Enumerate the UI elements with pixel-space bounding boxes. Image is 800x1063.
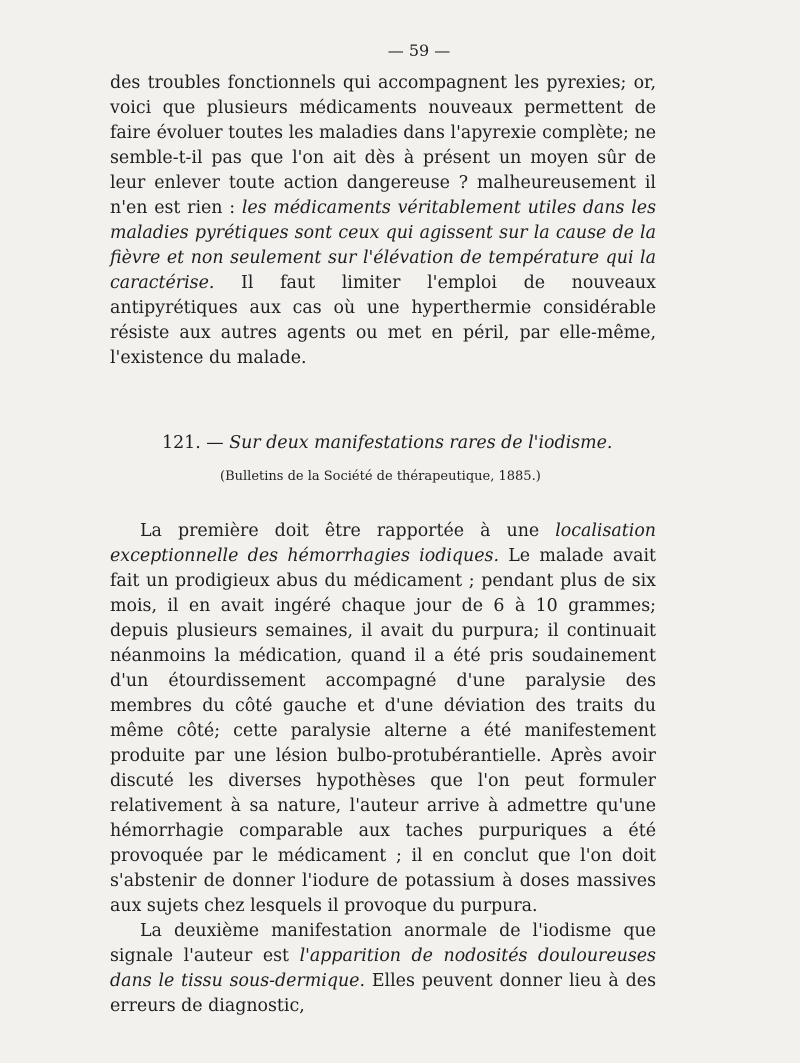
- document-page: [110, 38, 656, 1019]
- paragraph-italic-text: localisation exceptionnelle des hémorrhagies iodiques.: [110, 521, 656, 566]
- section-number: 121.: [162, 433, 201, 453]
- paragraph-text: des troubles fonctionnels qui accompagnent les pyrexies; or, voici que plusieurs médicaments nouveaux permettent de faire évoluer toutes les maladies dans l'apyrexie complète; ne semble-t-il pas que l'on ait dès à présent un moyen sûr de leur enlever toute action dangereuse ? malheureusement il n'en est rien :: [110, 73, 656, 218]
- paragraph-text: La première doit être rapportée à une: [140, 521, 556, 541]
- paragraph-text: Le malade avait fait un prodigieux abus du médicament ; pendant plus de six mois, il en avait ingéré chaque jour de 6 à 10 grammes; depuis plusieurs semaines, il avait du purpura; il continuait néanmoins la médication, quand il a été pris soudainement d'un étourdissement accompagné d'une paralysie des membres du côté gauche et d'une déviation des traits du même côté; cette paralysie alterne a été manifestement produite par une lésion bulbo-protubérantielle. Après avoir discuté les diverses hypothèses que l'on peut formuler relativement à sa nature, l'auteur arrive à admettre qu'une hémorrhagie comparable aux taches purpuriques a été provoquée par le médicament ; il en conclut que l'on doit s'abstenir de donner l'iodure de potassium à doses massives aux sujets chez lesquels il provoque du purpura.: [110, 546, 656, 916]
- paragraph-antipyretics: [110, 71, 656, 371]
- paragraph-italic-text: les médicaments véritablement utiles dans les maladies pyrétiques sont ceux qui agissent sur la cause de la fièvre et non seulement sur l'élévation de température qui la caractérise.: [110, 198, 656, 293]
- paragraph-text: La deuxième manifestation anormale de l'iodisme que signale l'auteur est: [110, 921, 656, 966]
- paragraph-first-manifestation: [110, 519, 656, 919]
- paragraph-text: Il faut limiter l'emploi de nouveaux antipyrétiques aux cas où une hyperthermie considérable résiste aux autres agents ou met en péril, par elle-même, l'existence du malade.: [110, 273, 656, 368]
- paragraph-second-manifestation: [110, 919, 656, 1019]
- section-dash: —: [200, 433, 230, 453]
- section-heading: [110, 431, 656, 456]
- paragraph-text: Elles peuvent donner lieu à des erreurs de diagnostic,: [110, 971, 656, 1016]
- paragraph-italic-text: l'apparition de nodosités douloureuses dans le tissu sous-dermique.: [110, 946, 656, 991]
- section-source: (Bulletins de la Société de thérapeutique, 1885.): [220, 469, 541, 484]
- page-number: — 59 —: [387, 41, 451, 60]
- section-title: Sur deux manifestations rares de l'iodisme.: [229, 433, 613, 453]
